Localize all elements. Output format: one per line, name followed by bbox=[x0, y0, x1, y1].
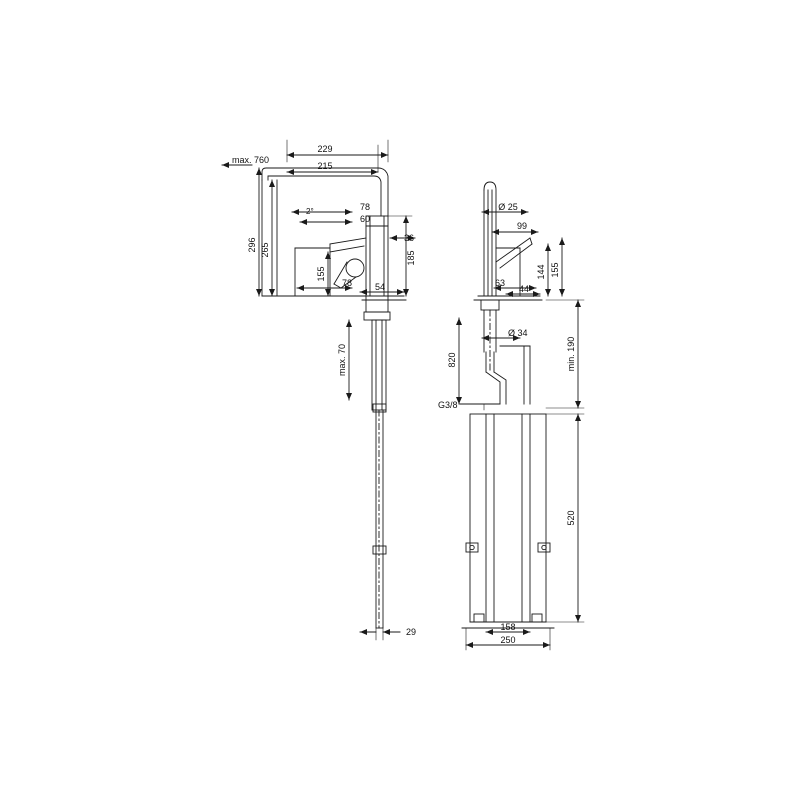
label-60: 60 bbox=[360, 214, 371, 224]
label-36: 36 bbox=[404, 233, 415, 243]
front-shank bbox=[372, 320, 386, 410]
label-229: 229 bbox=[317, 144, 333, 154]
label-min-190: min. 190 bbox=[566, 336, 576, 372]
front-nut bbox=[364, 312, 390, 320]
label-angle: 2° bbox=[306, 207, 314, 216]
side-clip-left-dot bbox=[470, 545, 474, 549]
front-hose-clip-top bbox=[373, 404, 386, 412]
label-250: 250 bbox=[500, 635, 516, 645]
label-78-upper: 78 bbox=[360, 202, 371, 212]
label-d34: Ø 34 bbox=[508, 328, 528, 338]
label-max-70: max. 70 bbox=[337, 343, 347, 377]
label-155-side: 155 bbox=[550, 262, 560, 278]
dim-max760-arrow bbox=[222, 162, 229, 168]
label-44: 44 bbox=[518, 284, 530, 294]
label-520: 520 bbox=[566, 510, 576, 526]
front-lever-pivot bbox=[346, 259, 364, 277]
label-99: 99 bbox=[516, 221, 528, 231]
label-155-front: 155 bbox=[316, 266, 326, 282]
front-escutcheon bbox=[366, 296, 388, 312]
side-clip-left bbox=[466, 543, 478, 552]
side-foot-left bbox=[474, 614, 484, 622]
label-185: 185 bbox=[406, 250, 416, 266]
front-lever-bottom bbox=[330, 246, 364, 252]
label-215: 215 bbox=[317, 161, 333, 171]
side-clip-right-dot bbox=[542, 545, 546, 549]
label-max-760: max. 760 bbox=[232, 155, 270, 165]
front-hose-clip-bottom bbox=[373, 546, 386, 554]
side-nut bbox=[481, 300, 499, 310]
front-lever-top bbox=[330, 238, 366, 244]
front-lever-arm-end bbox=[334, 284, 341, 288]
side-clip-right bbox=[538, 543, 550, 552]
label-78-lower: 78 bbox=[342, 278, 353, 288]
label-158: 158 bbox=[500, 622, 516, 632]
label-820: 820 bbox=[447, 352, 457, 368]
label-265: 265 bbox=[260, 242, 270, 258]
label-54: 54 bbox=[374, 282, 386, 292]
label-144: 144 bbox=[536, 264, 546, 280]
side-hose-bend-l bbox=[486, 372, 500, 404]
label-d25: Ø 25 bbox=[498, 202, 518, 212]
side-lever-end bbox=[530, 238, 532, 244]
side-box-outer bbox=[470, 414, 546, 622]
label-63: 63 bbox=[494, 278, 506, 288]
label-g38: G3/8 bbox=[438, 400, 458, 410]
label-296: 296 bbox=[247, 237, 257, 253]
side-foot-right bbox=[532, 614, 542, 622]
label-29: 29 bbox=[406, 627, 417, 637]
